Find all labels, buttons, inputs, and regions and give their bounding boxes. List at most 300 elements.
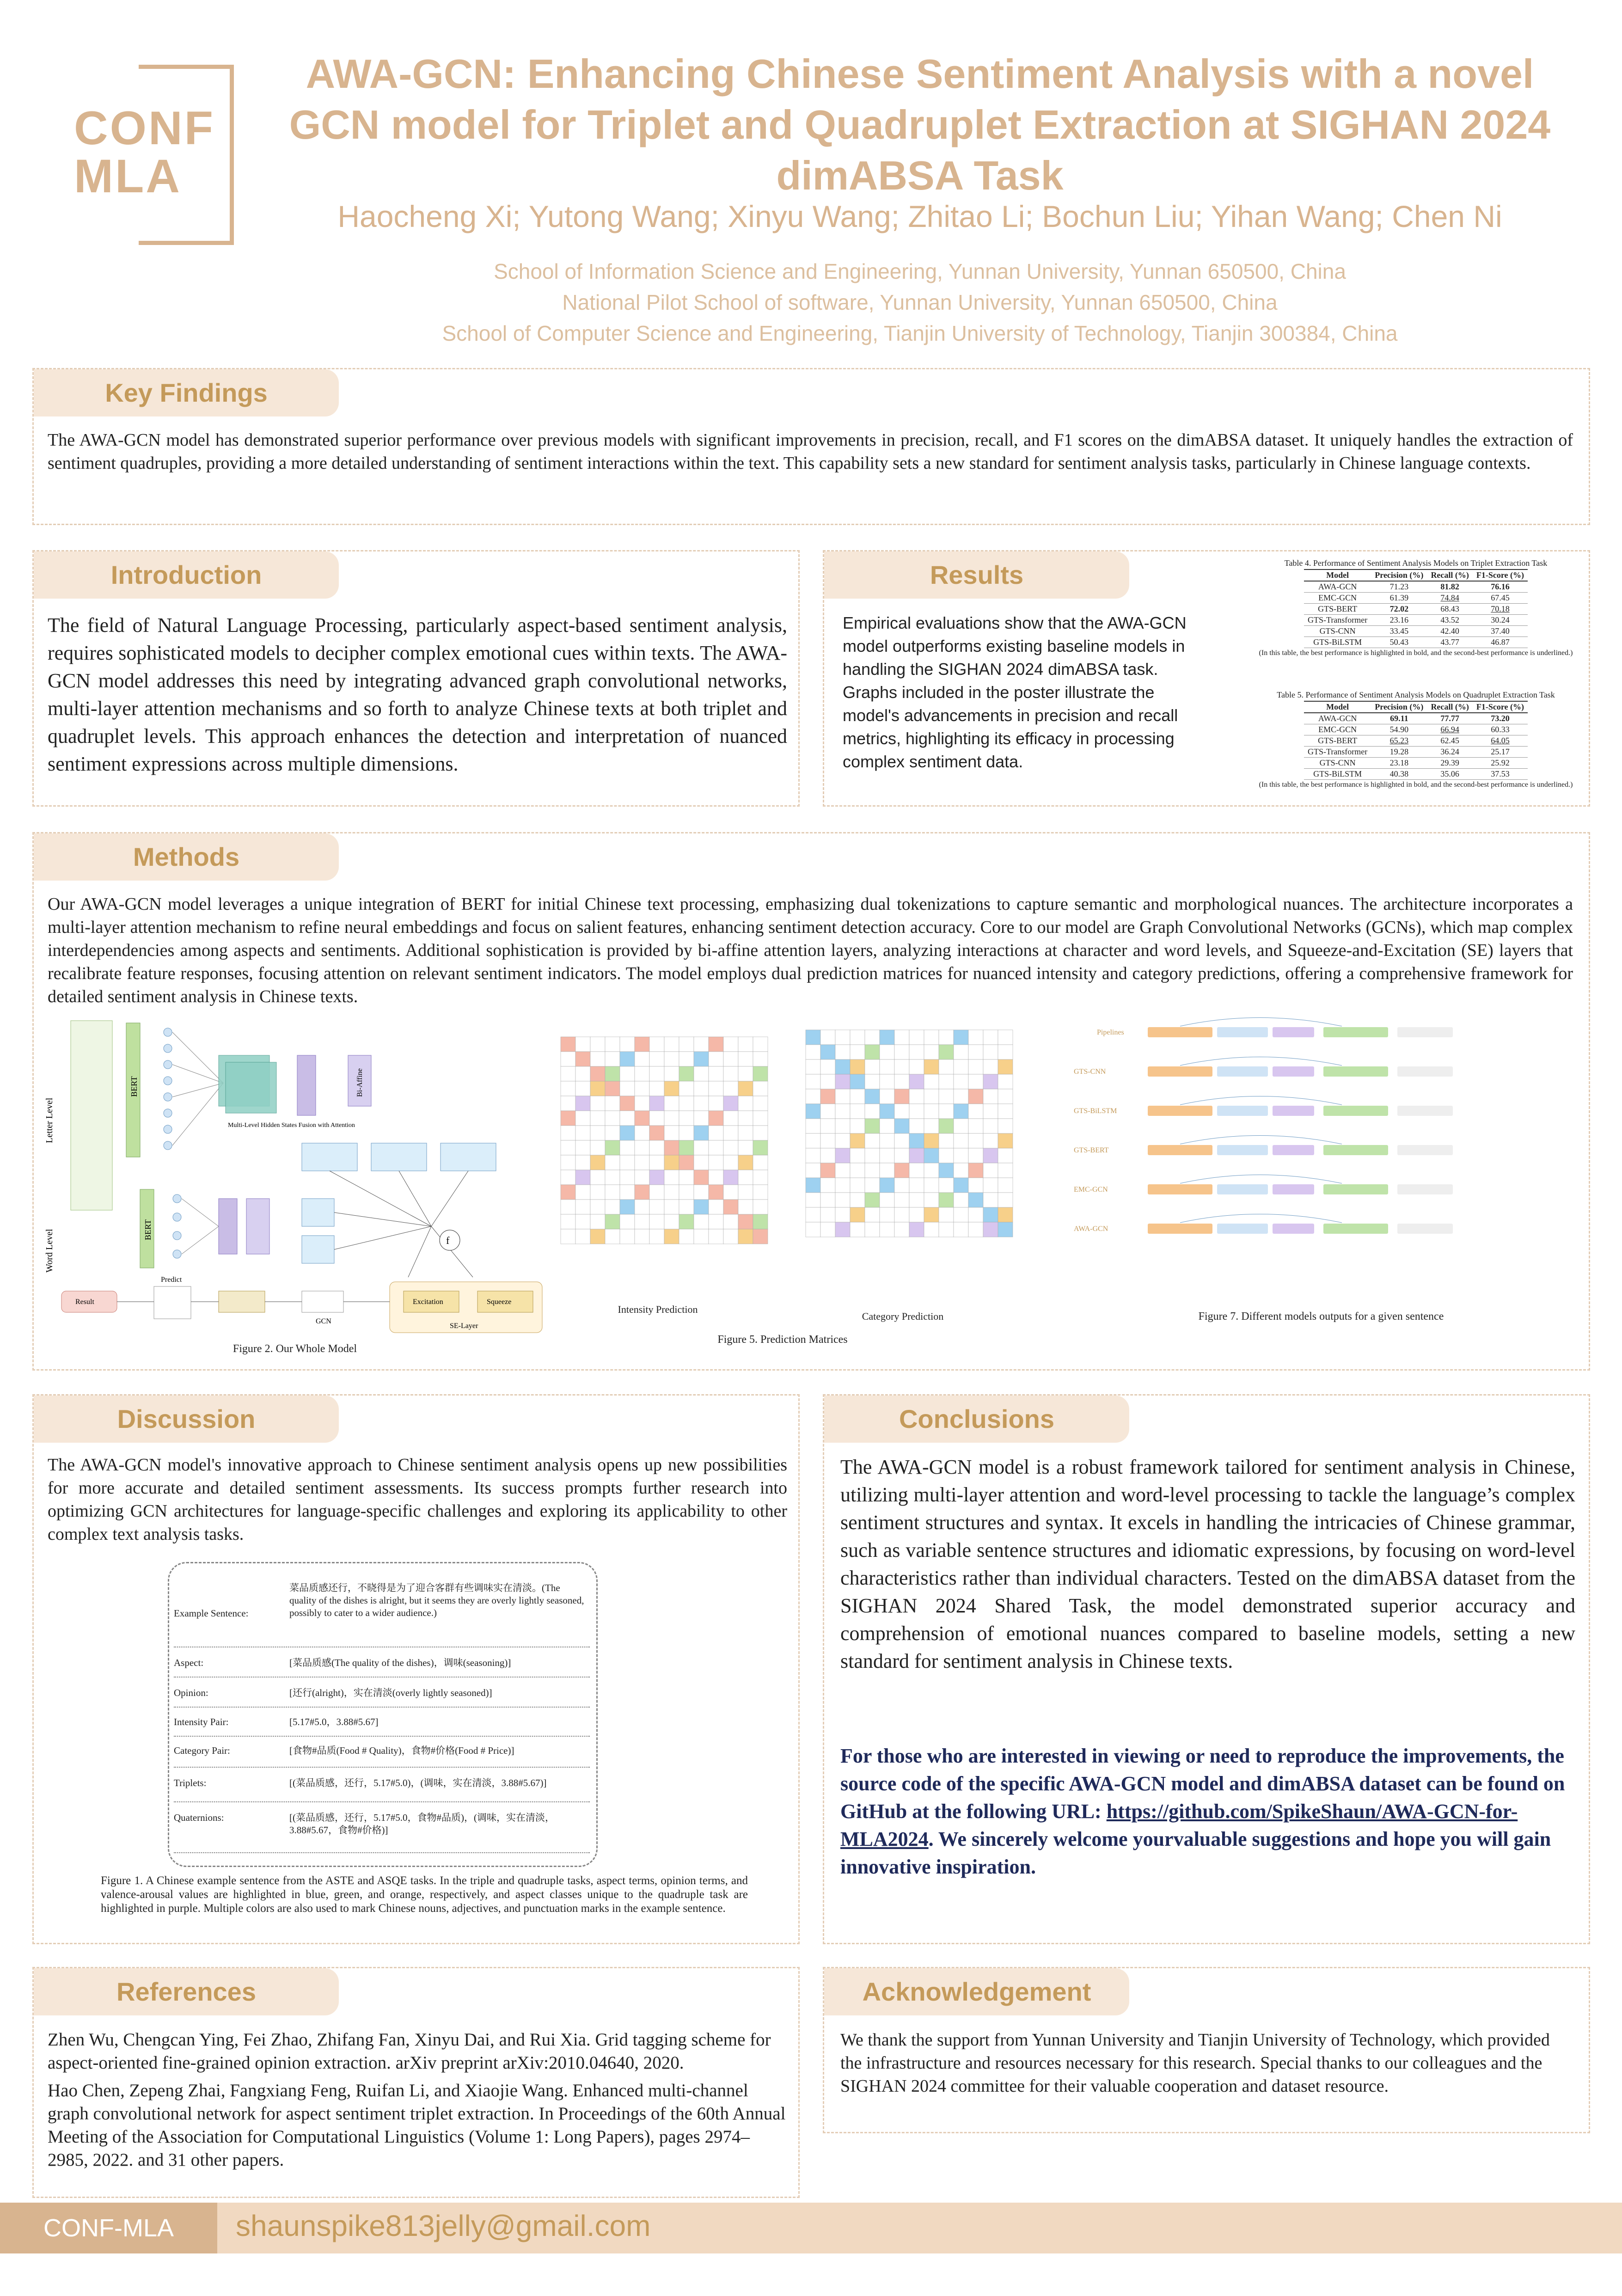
figure-7-span <box>1323 1145 1388 1155</box>
matrix-cell <box>939 1222 954 1237</box>
methods-panel <box>32 832 1590 1371</box>
matrix-cell <box>865 1030 880 1045</box>
matrix-cell <box>835 1104 850 1119</box>
table-4-note: (In this table, the best performance is highlighted in bold, and the second-best performance is underlined.) <box>1259 649 1573 657</box>
table-4-grid <box>1304 569 1528 648</box>
matrix-cell <box>679 1066 694 1081</box>
matrix-cell <box>954 1104 968 1119</box>
matrix-cell <box>939 1133 954 1148</box>
matrix-cell <box>753 1200 768 1214</box>
matrix-cell <box>880 1133 894 1148</box>
matrix-cell <box>820 1074 835 1089</box>
figure-1-row-value: [还行(alright)，实在清淡(overly lightly seasoned)] <box>289 1687 492 1698</box>
matrix-cell <box>605 1111 620 1126</box>
matrix-cell <box>679 1155 694 1170</box>
matrix-cell <box>835 1148 850 1163</box>
matrix-cell <box>694 1200 709 1214</box>
figure-1-row-value: [(菜品质感，还行，5.17#5.0，食物#品质)，(调味，实在清淡，3.88#5.67，食物#价格)] <box>289 1812 555 1836</box>
matrix-cell <box>738 1081 753 1096</box>
figure-7-span <box>1217 1145 1268 1155</box>
matrix-cell <box>968 1074 983 1089</box>
figure-5-svg <box>542 1014 1023 1319</box>
biaffine-block-bottom <box>246 1199 269 1254</box>
matrix-cell <box>635 1126 649 1140</box>
matrix-cell <box>954 1222 968 1237</box>
matrix-cell <box>738 1096 753 1111</box>
matrix-cell <box>753 1170 768 1185</box>
figure-7-model-outputs <box>1065 1014 1578 1347</box>
matrix-cell <box>709 1111 723 1126</box>
contact-email[interactable]: shaunspike813jelly@gmail.com <box>236 2209 651 2242</box>
figure-7-row-label: GTS-CNN <box>1074 1068 1106 1076</box>
figure-7-span <box>1273 1027 1314 1037</box>
matrix-cell <box>723 1170 738 1185</box>
matrix-cell <box>850 1089 865 1104</box>
matrix-cell <box>753 1052 768 1066</box>
matrix-cell <box>649 1200 664 1214</box>
matrix-cell <box>806 1222 820 1237</box>
matrix-cell <box>820 1193 835 1207</box>
matrix-cell <box>649 1170 664 1185</box>
matrix-cell <box>738 1200 753 1214</box>
matrix-cell <box>635 1096 649 1111</box>
matrix-cell <box>561 1037 575 1052</box>
matrix-cell <box>909 1163 924 1178</box>
matrix-cell <box>954 1163 968 1178</box>
matrix-cell <box>983 1059 998 1074</box>
matrix-cell <box>590 1081 605 1096</box>
matrix-cell <box>709 1214 723 1229</box>
results-heading: Results <box>824 551 1129 599</box>
matrix-cell <box>968 1207 983 1222</box>
matrix-cell <box>954 1030 968 1045</box>
figure-5-prediction-matrices <box>542 1014 1023 1356</box>
matrix-cell <box>850 1178 865 1193</box>
matrix-cell <box>865 1089 880 1104</box>
matrix-cell <box>723 1155 738 1170</box>
matrix-cell <box>894 1148 909 1163</box>
matrix-cell <box>620 1229 635 1244</box>
matrix-cell <box>998 1089 1013 1104</box>
matrix-cell <box>561 1140 575 1155</box>
matrix-cell <box>723 1111 738 1126</box>
matrix-cell <box>806 1119 820 1133</box>
matrix-cell <box>998 1148 1013 1163</box>
table-4-header: F1-Score (%) <box>1473 569 1528 581</box>
figure-7-span <box>1323 1224 1388 1234</box>
matrix-cell <box>806 1059 820 1074</box>
figure-7-row-label: GTS-BERT <box>1074 1146 1109 1154</box>
matrix-cell <box>738 1229 753 1244</box>
matrix-cell <box>850 1074 865 1089</box>
matrix-cell <box>723 1229 738 1244</box>
matrix-cell <box>865 1119 880 1133</box>
matrix-cell <box>649 1214 664 1229</box>
references-heading: References <box>34 1968 339 2015</box>
matrix-cell <box>894 1133 909 1148</box>
matrix-cell <box>561 1185 575 1200</box>
matrix-cell <box>894 1045 909 1059</box>
matrix-cell <box>590 1155 605 1170</box>
methods-text: Our AWA-GCN model leverages a unique integration of BERT for initial Chinese text processing, emphasizing dual tokenizations to capture semantic and morphological nuances. The architecture incorporates a multi-layer attention mechanism to refine neural embeddings and focus on salient features, enhancing sentiment detection accuracy. Core to our model are Graph Convolutional Networks (GCNs), which map complex interdependencies among aspects and sentiments. Additional sophistication is provided by bi-affine attention layers, analyzing interactions at character and word levels, and Squeeze-and-Excitation (SE) layers that recalibrate feature responses, focusing attention on relevant sentiment indicators. The model employs dual prediction matrices for nuanced intensity and category predictions, offering a comprehensive framework for detailed sentiment analysis in Chinese texts. <box>48 894 1573 1006</box>
matrix-cell <box>561 1170 575 1185</box>
table-4-header: Precision (%) <box>1371 569 1427 581</box>
figure-1-row-label: Category Pair: <box>174 1745 230 1756</box>
word-level-label: Word Level <box>44 1229 55 1273</box>
matrix-cell <box>575 1037 590 1052</box>
matrix-cell <box>620 1081 635 1096</box>
figure-1-row <box>174 1739 590 1768</box>
matrix-cell <box>939 1178 954 1193</box>
matrix-cell <box>983 1074 998 1089</box>
matrix-cell <box>998 1193 1013 1207</box>
matrix-cell <box>880 1045 894 1059</box>
matrix-cell <box>924 1148 939 1163</box>
matrix-cell <box>635 1111 649 1126</box>
table-row: GTS-Transformer 19.28 36.24 25.17 <box>1304 747 1528 758</box>
matrix-cell <box>820 1104 835 1119</box>
matrix-cell <box>605 1081 620 1096</box>
key-findings-text: The AWA-GCN model has demonstrated superior performance over previous models with significant improvements in precision, recall, and F1 scores on the dimABSA dataset. It uniquely handles the extraction of sentiment quadruples, providing a more detailed understanding of sentiment interactions within the text. This capability sets a new standard for sentiment analysis tasks, particularly in Chinese language contexts. <box>48 430 1573 473</box>
matrix-cell <box>968 1045 983 1059</box>
matrix-cell <box>806 1045 820 1059</box>
figure-7-span <box>1148 1224 1212 1234</box>
matrix-cell <box>954 1207 968 1222</box>
predict-label: Predict <box>161 1276 182 1284</box>
matrix-cell <box>649 1066 664 1081</box>
matrix-cell <box>679 1229 694 1244</box>
figure-1-row <box>174 1771 590 1802</box>
matrix-cell <box>723 1140 738 1155</box>
figure-5-caption: Figure 5. Prediction Matrices <box>717 1334 848 1346</box>
matrix-cell <box>738 1111 753 1126</box>
matrix-cell <box>909 1119 924 1133</box>
key-findings-heading: Key Findings <box>34 369 339 416</box>
figure-7-span <box>1273 1184 1314 1194</box>
figure-1-row-label: Aspect: <box>174 1657 204 1668</box>
matrix-cell <box>909 1030 924 1045</box>
references-list <box>48 2028 787 2172</box>
matrix-cell <box>983 1193 998 1207</box>
github-link[interactable]: https://github.com/SpikeShaun/AWA-GCN-for-MLA2024 <box>840 1800 1518 1850</box>
matrix-cell <box>983 1222 998 1237</box>
matrix-cell <box>738 1052 753 1066</box>
matrix-cell <box>635 1155 649 1170</box>
matrix-cell <box>894 1222 909 1237</box>
matrix-cell <box>939 1104 954 1119</box>
matrix-cell <box>983 1133 998 1148</box>
matrix-cell <box>620 1052 635 1066</box>
matrix-cell <box>590 1052 605 1066</box>
figure-1-row <box>174 1582 590 1647</box>
figure-1-caption: Figure 1. A Chinese example sentence from the ASTE and ASQE tasks. In the triple and quadruple tasks, aspect terms, opinion terms, and valence-arousal values are highlighted in blue, green, and orange, respectively, and aspect classes unique to the quadruple task are highlighted in purple. Multiple colors are also used to mark Chinese nouns, adjectives, and punctuation marks in the example sentence. <box>101 1874 748 1915</box>
matrix-cell <box>709 1037 723 1052</box>
matrix-cell <box>575 1155 590 1170</box>
figure-7-row-label: AWA-GCN <box>1074 1225 1108 1233</box>
matrix-cell <box>924 1163 939 1178</box>
matrix-cell <box>620 1170 635 1185</box>
gcn-label: GCN <box>316 1317 331 1325</box>
figure-1-row-value: [5.17#5.0，3.88#5.67] <box>289 1716 379 1727</box>
table-5-header: Precision (%) <box>1371 701 1427 713</box>
matrix-cell <box>664 1140 679 1155</box>
conclusions-panel <box>823 1394 1590 1944</box>
figure-1-row-value: [(菜品质感，还行，5.17#5.0)，(调味，实在清淡，3.88#5.67)] <box>289 1777 547 1788</box>
figure-2-model-diagram <box>43 1014 547 1356</box>
introduction-heading: Introduction <box>34 551 339 599</box>
matrix-cell <box>590 1140 605 1155</box>
acknowledgement-text: We thank the support from Yunnan University and Tianjin University of Technology, which provided the infrastructure and resources necessary for this research. Special thanks to our colleagues and the SIGHAN 2024 committee for their valuable cooperation and dataset resource. <box>840 2030 1550 2096</box>
matrix-cell <box>983 1178 998 1193</box>
matrix-cell <box>664 1111 679 1126</box>
matrix-cell <box>806 1030 820 1045</box>
matrix-cell <box>664 1081 679 1096</box>
figure-2-caption: Figure 2. Our Whole Model <box>233 1343 357 1355</box>
matrix-cell <box>806 1163 820 1178</box>
matrix-cell <box>694 1066 709 1081</box>
figure-7-svg <box>1065 1014 1578 1310</box>
matrix-cell <box>590 1096 605 1111</box>
matrix-cell <box>924 1207 939 1222</box>
matrix-cell <box>894 1059 909 1074</box>
matrix-cell <box>738 1066 753 1081</box>
matrix-cell <box>835 1133 850 1148</box>
matrix-cell <box>835 1119 850 1133</box>
matrix-cell <box>880 1074 894 1089</box>
matrix-cell <box>561 1066 575 1081</box>
matrix-cell <box>894 1074 909 1089</box>
attention-block <box>297 1055 316 1115</box>
matrix-cell <box>924 1133 939 1148</box>
figure-7-span <box>1323 1184 1388 1194</box>
matrix-cell <box>561 1214 575 1229</box>
matrix-cell <box>909 1133 924 1148</box>
matrix-cell <box>835 1059 850 1074</box>
authors: Haocheng Xi; Yutong Wang; Xinyu Wang; Zhitao Li; Bochun Liu; Yihan Wang; Chen Ni <box>337 199 1502 233</box>
matrix-cell <box>664 1229 679 1244</box>
matrix-cell <box>939 1148 954 1163</box>
table-row: EMC-GCN 61.39 74.84 67.45 <box>1304 593 1528 604</box>
biaffine-label: Bi-Affine <box>356 1068 364 1097</box>
matrix-cell <box>709 1229 723 1244</box>
matrix-cell <box>924 1074 939 1089</box>
matrix-cell <box>909 1178 924 1193</box>
matrix-cell <box>561 1052 575 1066</box>
matrix-cell <box>605 1066 620 1081</box>
matrix-cell <box>939 1030 954 1045</box>
table-5-grid <box>1304 701 1528 780</box>
matrix-cell <box>894 1193 909 1207</box>
matrix-cell <box>939 1059 954 1074</box>
matrix-cell <box>806 1074 820 1089</box>
matrix-cell <box>983 1148 998 1163</box>
table-5-caption: Table 5. Performance of Sentiment Analysis Models on Quadruplet Extraction Task <box>1277 690 1555 699</box>
matrix-cell <box>865 1163 880 1178</box>
matrix-cell <box>850 1119 865 1133</box>
matrix-cell <box>835 1030 850 1045</box>
discussion-panel <box>32 1394 800 1944</box>
bert-label-letter: BERT <box>129 1076 139 1097</box>
matrix-cell <box>709 1185 723 1200</box>
matrix-cell <box>835 1089 850 1104</box>
matrix-cell <box>635 1140 649 1155</box>
figure-7-span <box>1273 1145 1314 1155</box>
matrix-cell <box>939 1193 954 1207</box>
matrix-cell <box>806 1178 820 1193</box>
matrix-cell <box>575 1052 590 1066</box>
figure-7-arc <box>1180 1214 1342 1223</box>
matrix-cell <box>865 1207 880 1222</box>
matrix-cell <box>954 1119 968 1133</box>
matrix-cell <box>590 1126 605 1140</box>
matrix-cell <box>939 1207 954 1222</box>
matrix-cell <box>620 1066 635 1081</box>
matrix-cell <box>880 1059 894 1074</box>
matrix-cell <box>590 1037 605 1052</box>
figure-7-span <box>1148 1184 1212 1194</box>
matrix-cell <box>664 1126 679 1140</box>
matrix-cell <box>894 1104 909 1119</box>
matrix-cell <box>694 1081 709 1096</box>
matrix-cell <box>664 1200 679 1214</box>
conf-mla-logo: CONF MLA <box>74 102 215 202</box>
matrix-cell <box>694 1096 709 1111</box>
matrix-cell <box>998 1178 1013 1193</box>
matrix-cell <box>753 1037 768 1052</box>
matrix-cell <box>605 1126 620 1140</box>
matrix-cell <box>968 1089 983 1104</box>
matrix-cell <box>968 1178 983 1193</box>
matrix-cell <box>561 1229 575 1244</box>
table-5-note: (In this table, the best performance is highlighted in bold, and the second-best performance is underlined.) <box>1259 781 1573 789</box>
matrix-cell <box>694 1126 709 1140</box>
matrix-cell <box>806 1089 820 1104</box>
matrix-cell <box>954 1074 968 1089</box>
matrix-cell <box>924 1030 939 1045</box>
matrix-cell <box>723 1037 738 1052</box>
matrix-cell <box>850 1148 865 1163</box>
matrix-cell <box>709 1096 723 1111</box>
matrix-cell <box>561 1126 575 1140</box>
matrix-cell <box>880 1207 894 1222</box>
matrix-cell <box>649 1185 664 1200</box>
matrix-cell <box>694 1111 709 1126</box>
figure-7-span <box>1217 1106 1268 1116</box>
matrix-cell <box>954 1133 968 1148</box>
matrix-cell <box>738 1155 753 1170</box>
matrix-cell <box>894 1207 909 1222</box>
matrix-cell <box>924 1059 939 1074</box>
matrix-cell <box>605 1140 620 1155</box>
methods-heading: Methods <box>34 833 339 881</box>
matrix-cell <box>635 1052 649 1066</box>
matrix-cell <box>835 1163 850 1178</box>
matrix-cell <box>635 1170 649 1185</box>
matrix-cell <box>723 1200 738 1214</box>
matrix-cell <box>590 1066 605 1081</box>
key-findings-panel <box>32 368 1590 525</box>
affiliation-1: School of Information Science and Engineering, Yunnan University, Yunnan 650500, China <box>494 259 1346 283</box>
matrix-cell <box>649 1096 664 1111</box>
matrix-cell <box>850 1104 865 1119</box>
table-4 <box>1254 558 1578 657</box>
figure-7-span <box>1397 1027 1453 1037</box>
matrix-cell <box>806 1133 820 1148</box>
footer-conf-mla: CONF-MLA <box>0 2203 217 2253</box>
figure-1-row-label: Quaternions: <box>174 1812 224 1823</box>
matrix-cell <box>820 1133 835 1148</box>
matrix-cell <box>753 1140 768 1155</box>
matrix-cell <box>709 1126 723 1140</box>
matrix-cell <box>835 1193 850 1207</box>
discussion-heading: Discussion <box>34 1396 339 1443</box>
matrix-cell <box>590 1214 605 1229</box>
matrix-cell <box>605 1052 620 1066</box>
matrix-cell <box>561 1111 575 1126</box>
svg-text:f: f <box>446 1235 450 1246</box>
matrix-cell <box>723 1052 738 1066</box>
figure-7-span <box>1397 1066 1453 1077</box>
matrix-cell <box>709 1155 723 1170</box>
matrix-cell <box>865 1104 880 1119</box>
matrix-cell <box>605 1185 620 1200</box>
code-text-a: For those who are interested in viewing or need to reproduce the improvements, the source code of the specific AWA-GCN model and dimABSA dataset can be found on GitHub at the following URL: <box>840 1745 1565 1823</box>
matrix-cell <box>738 1037 753 1052</box>
figure-1-row-label: Triplets: <box>174 1777 207 1788</box>
matrix-cell <box>679 1214 694 1229</box>
figure-7-span <box>1323 1066 1388 1077</box>
matrix-cell <box>575 1140 590 1155</box>
matrix-cell <box>723 1066 738 1081</box>
matrix-cell <box>575 1200 590 1214</box>
matrix-cell <box>954 1178 968 1193</box>
figure-7-span <box>1397 1145 1453 1155</box>
matrix-cell <box>723 1214 738 1229</box>
matrix-cell <box>924 1104 939 1119</box>
table-row: GTS-CNN 33.45 42.40 37.40 <box>1304 626 1528 637</box>
matrix-cell <box>820 1030 835 1045</box>
matrix-cell <box>575 1185 590 1200</box>
introduction-panel <box>32 550 800 807</box>
matrix-cell <box>679 1185 694 1200</box>
matrix-cell <box>998 1074 1013 1089</box>
matrix-cell <box>894 1119 909 1133</box>
matrix-cell <box>968 1148 983 1163</box>
matrix-cell <box>909 1074 924 1089</box>
matrix-cell <box>880 1222 894 1237</box>
matrix-cell <box>820 1207 835 1222</box>
figure-7-arc <box>1180 1018 1342 1027</box>
figure-7-span <box>1217 1184 1268 1194</box>
matrix-cell <box>590 1111 605 1126</box>
matrix-cell <box>709 1170 723 1185</box>
figure-7-span <box>1148 1145 1212 1155</box>
matrix-cell <box>983 1104 998 1119</box>
matrix-cell <box>679 1111 694 1126</box>
matrix-cell <box>590 1200 605 1214</box>
matrix-cell <box>605 1170 620 1185</box>
matrix-cell <box>880 1178 894 1193</box>
figure-1-row-value: 菜品质感还行，不晓得是为了迎合客群有些调味实在清淡。(The quality of the dishes is alright, but it seems they are overly lightly seasoned, possibly to cater to a wider audience.) <box>289 1582 584 1618</box>
category-prediction-label: Category Prediction <box>862 1310 944 1322</box>
matrix-cell <box>605 1229 620 1244</box>
matrix-cell <box>664 1155 679 1170</box>
matrix-cell <box>620 1214 635 1229</box>
matrix-cell <box>620 1140 635 1155</box>
figure-7-span <box>1397 1184 1453 1194</box>
matrix-cell <box>909 1104 924 1119</box>
matrix-cell <box>723 1185 738 1200</box>
